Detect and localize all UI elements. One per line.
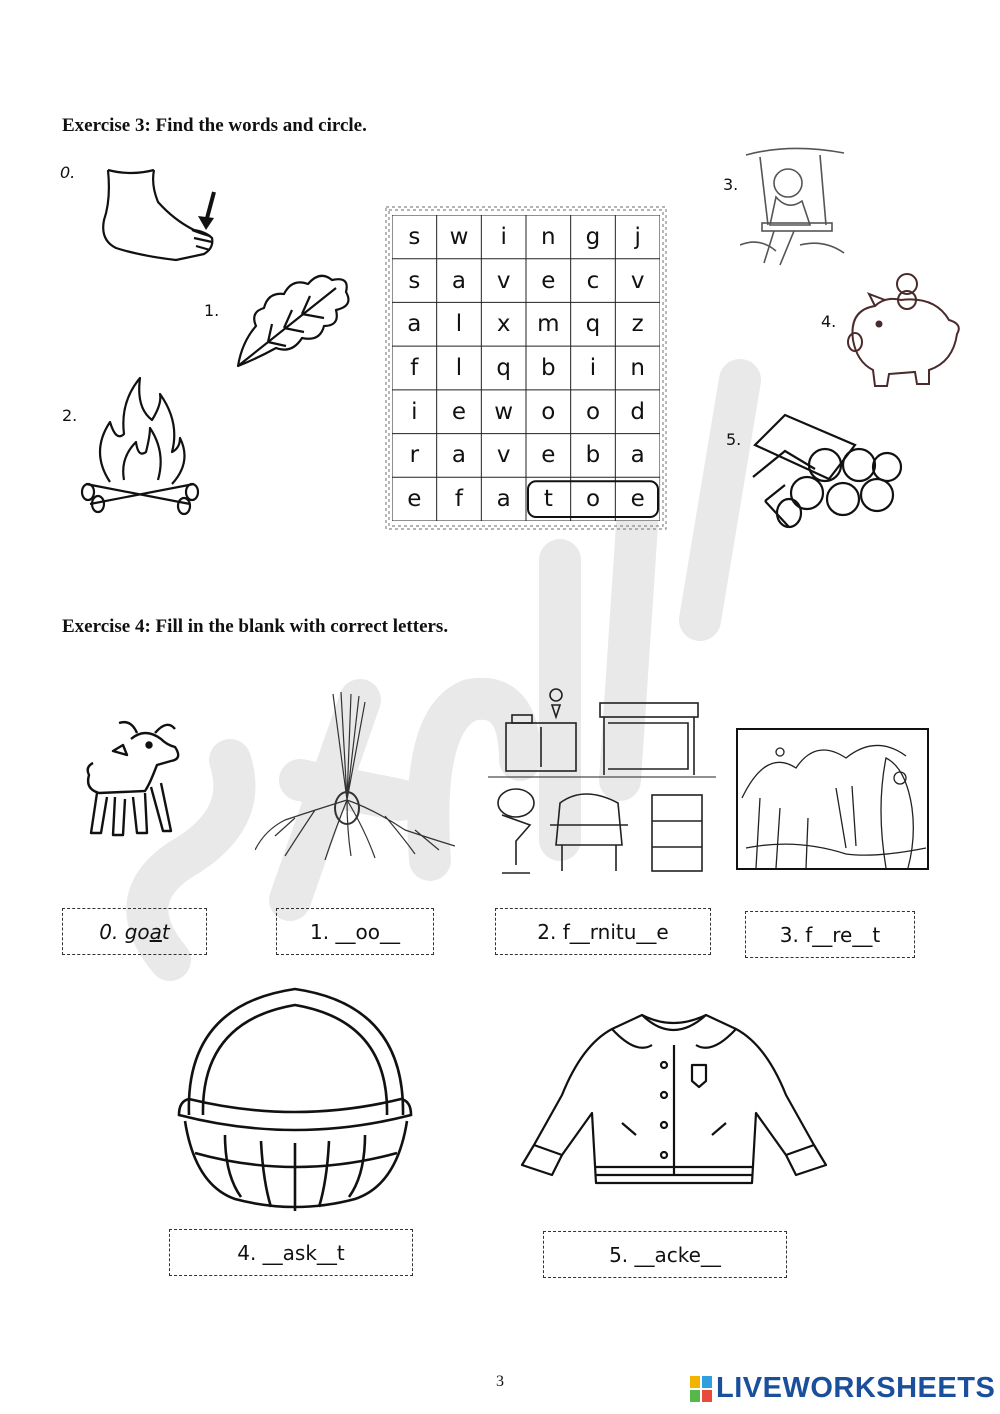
goat-icon bbox=[75, 715, 205, 850]
grid-letter[interactable]: g bbox=[585, 223, 601, 250]
grid-letter[interactable]: z bbox=[631, 311, 644, 338]
grid-letter[interactable]: v bbox=[496, 442, 511, 469]
answer-box-4[interactable] bbox=[169, 1229, 413, 1276]
grid-letter[interactable]: a bbox=[496, 486, 511, 513]
grid-letter[interactable]: w bbox=[449, 223, 469, 250]
grid-letter[interactable]: c bbox=[586, 267, 600, 294]
item-label-1: 1. bbox=[204, 301, 220, 320]
grid-letter[interactable]: v bbox=[630, 267, 645, 294]
answer-box-2[interactable] bbox=[495, 908, 711, 955]
grid-letter[interactable]: m bbox=[537, 311, 560, 338]
grid-letter[interactable]: w bbox=[494, 398, 514, 425]
grid-letter[interactable]: t bbox=[543, 486, 553, 513]
brand-name[interactable]: LIVEWORKSHEETS bbox=[716, 1372, 996, 1404]
grid-letter[interactable]: v bbox=[496, 267, 511, 294]
grid-letter[interactable]: e bbox=[630, 486, 645, 513]
grid-letter[interactable]: d bbox=[630, 398, 645, 425]
grid-letter[interactable]: n bbox=[630, 354, 645, 381]
root-icon bbox=[255, 690, 455, 860]
leaf-icon bbox=[228, 262, 358, 372]
grid-letter[interactable]: b bbox=[585, 442, 601, 469]
item-label-0: 0. bbox=[60, 163, 76, 182]
grid-letter[interactable]: i bbox=[589, 354, 597, 381]
grid-letter[interactable]: n bbox=[541, 223, 556, 250]
answer-box-3[interactable] bbox=[745, 911, 915, 958]
foot-icon bbox=[96, 160, 226, 270]
answer-text-5: 5. __acke__ bbox=[609, 1242, 721, 1267]
answer-text-2: 2. f__rnitu__e bbox=[537, 919, 669, 944]
grid-letter[interactable]: o bbox=[585, 486, 601, 513]
item-label-2: 2. bbox=[62, 406, 78, 425]
jacket-icon bbox=[516, 1005, 831, 1195]
answer-prefix-0: 0. go bbox=[99, 919, 150, 944]
forest-icon bbox=[736, 728, 929, 870]
grid-letter[interactable]: e bbox=[541, 267, 556, 294]
swing-icon bbox=[740, 145, 850, 270]
grid-letter[interactable]: a bbox=[407, 311, 422, 338]
answer-rest-0: t bbox=[161, 919, 170, 944]
liveworksheets-logo-icon bbox=[690, 1376, 712, 1402]
fire-icon bbox=[80, 372, 200, 522]
grid-letter[interactable]: f bbox=[410, 354, 419, 381]
item-label-5: 5. bbox=[726, 430, 742, 449]
grid-letter[interactable]: e bbox=[541, 442, 556, 469]
grid-letter[interactable]: i bbox=[411, 398, 418, 425]
grid-letter[interactable]: i bbox=[500, 223, 507, 250]
answer-text-4: 4. __ask__t bbox=[237, 1240, 345, 1265]
grid-letter[interactable]: s bbox=[408, 267, 421, 294]
grid-letter[interactable]: a bbox=[451, 267, 467, 294]
grid-letter[interactable]: e bbox=[407, 486, 422, 513]
grid-letter[interactable]: q bbox=[585, 311, 601, 338]
basket-icon bbox=[175, 985, 415, 1215]
furniture-icon bbox=[488, 685, 716, 880]
grid-letter[interactable]: j bbox=[634, 223, 641, 250]
item-label-4: 4. bbox=[821, 312, 837, 331]
grid-letter[interactable]: a bbox=[630, 442, 645, 469]
exercise3-title: Exercise 3: Find the words and circle. bbox=[62, 115, 367, 136]
grid-letter[interactable]: l bbox=[455, 354, 463, 381]
grid-letter[interactable]: r bbox=[409, 442, 420, 469]
item-label-3: 3. bbox=[723, 175, 739, 194]
word-search-grid bbox=[392, 215, 660, 521]
grid-letter[interactable]: l bbox=[455, 311, 463, 338]
page-number: 3 bbox=[496, 1373, 504, 1390]
exercise4-title: Exercise 4: Fill in the blank with correct letters. bbox=[62, 616, 449, 637]
grid-letter[interactable]: f bbox=[454, 486, 464, 513]
piggy-bank-icon bbox=[845, 270, 965, 390]
answer-underlined-0: a bbox=[149, 919, 162, 944]
answer-box-1[interactable] bbox=[276, 908, 434, 955]
grid-letter[interactable]: x bbox=[496, 311, 511, 338]
grid-letter[interactable]: e bbox=[451, 398, 467, 425]
word-search-frame bbox=[384, 205, 668, 531]
answer-box-5[interactable] bbox=[543, 1231, 787, 1278]
grid-letter[interactable]: o bbox=[541, 398, 556, 425]
grid-letter[interactable]: o bbox=[585, 398, 601, 425]
grid-letter[interactable]: a bbox=[451, 442, 467, 469]
grid-letter[interactable]: s bbox=[408, 223, 421, 250]
wood-logs-icon bbox=[745, 405, 905, 530]
answer-text-3: 3. f__re__t bbox=[779, 922, 881, 947]
answer-box-0 bbox=[62, 908, 207, 955]
answer-text-1: 1. __oo__ bbox=[310, 919, 400, 944]
grid-letter[interactable]: q bbox=[496, 354, 511, 381]
grid-letter[interactable]: b bbox=[541, 354, 556, 381]
